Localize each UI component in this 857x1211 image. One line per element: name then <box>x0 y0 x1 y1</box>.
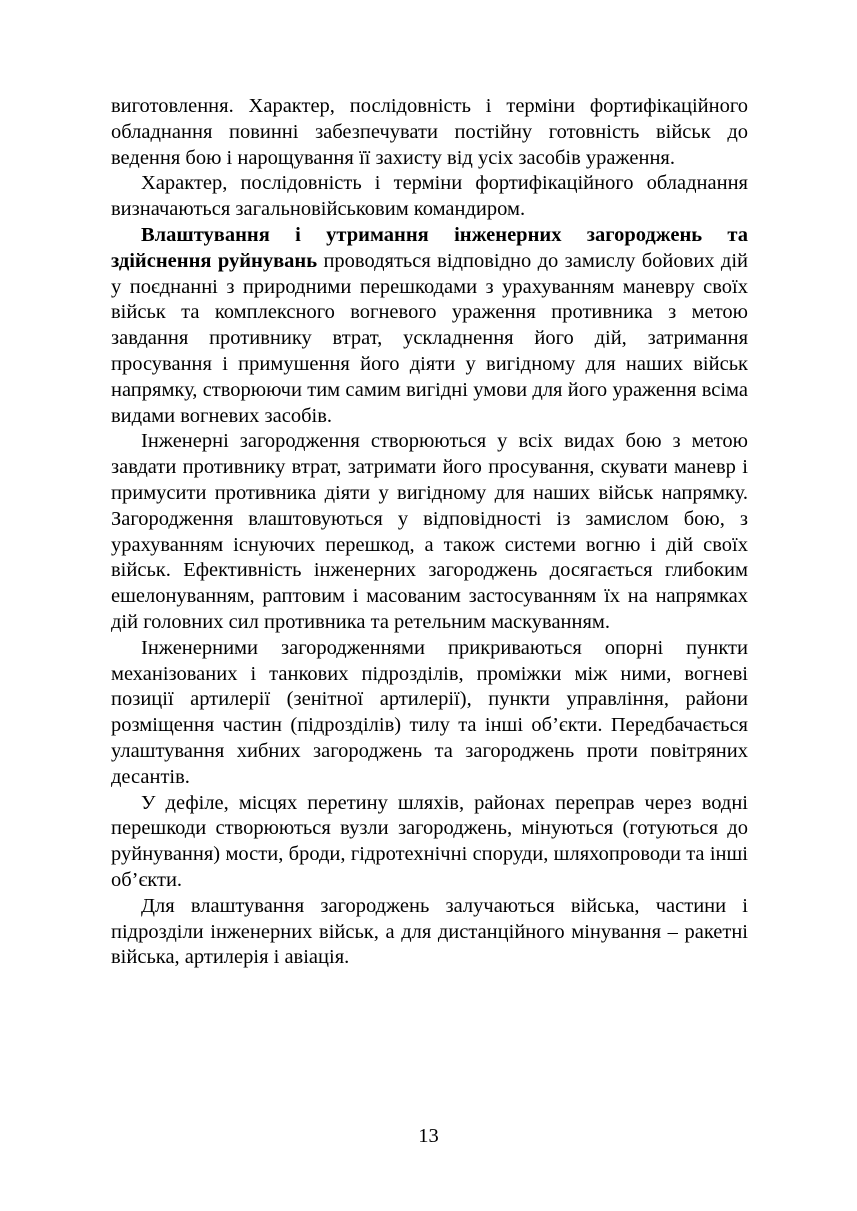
paragraph-fortification-responsibility: Характер, послідовність і терміни фортифікаційного обладнання визначаються загальновійськовим командиром. <box>111 172 748 221</box>
page-body <box>111 94 748 971</box>
paragraph-continuation: виготовлення. Характер, послідовність і терміни фортифікаційного обладнання повинні забезпечувати постійну готовність військ до ведення бою і нарощування її захисту від усіх засобів ураження. <box>111 95 748 169</box>
paragraph-engineering-obstacles-purpose: Інженерні загородження створюються у всіх видах бою з метою завдати противнику втрат, затримати його просування, скувати маневр і примусити противника діяти у вигідному для наших військ напрямку. Загородження влаштовуються у відповідності із замислом бою, з урахуванням існуючих перешкод, а також системи вогню і дій своїх військ. Ефективність інженерних загороджень досягається глибоким ешелонуванням, раптовим і масованим застосуванням їх на напрямках дій головних сил противника та ретельним маскуванням. <box>111 430 748 633</box>
paragraph-obstacle-nodes: У дефіле, місцях перетину шляхів, районах переправ через водні перешкоди створюються вузли загороджень, мінуються (готуються до руйнування) мости, броди, гідротехнічні споруди, шляхопроводи та інші об’єкти. <box>111 791 748 891</box>
paragraph-covered-objects: Інженерними загородженнями прикриваються опорні пункти механізованих і танкових підрозділів, проміжки між ними, вогневі позиції артилерії (зенітної артилерії), пункти управління, райони розміщення частин (підрозділів) тилу та інші об’єкти. Передбачається улаштування хибних загороджень та загороджень проти повітряних десантів. <box>111 636 748 788</box>
page-number: 13 <box>418 1125 439 1147</box>
paragraph-bold-lead: Влаштування і утримання інженерних загороджень та здійснення руйнувань <box>111 223 748 272</box>
paragraph-engineering-obstacles-intro: Влаштування і утримання інженерних загороджень та здійснення руйнувань проводяться відповідно до замислу бойових дій у поєднанні з природними перешкодами з урахуванням маневру своїх військ та комплексного вогневого ураження противника з метою завдання противнику втрат, ускладнення його дій, затримання просування і примушення його діяти у вигідному для наших військ напрямку, створюючи тим самим вигідні умови для його ураження всіма видами вогневих засобів. <box>111 223 749 427</box>
paragraph-forces-involved: Для влаштування загороджень залучаються війська, частини і підрозділи інженерних військ, а для дистанційного мінування – ракетні війська, артилерія і авіація. <box>111 894 748 969</box>
